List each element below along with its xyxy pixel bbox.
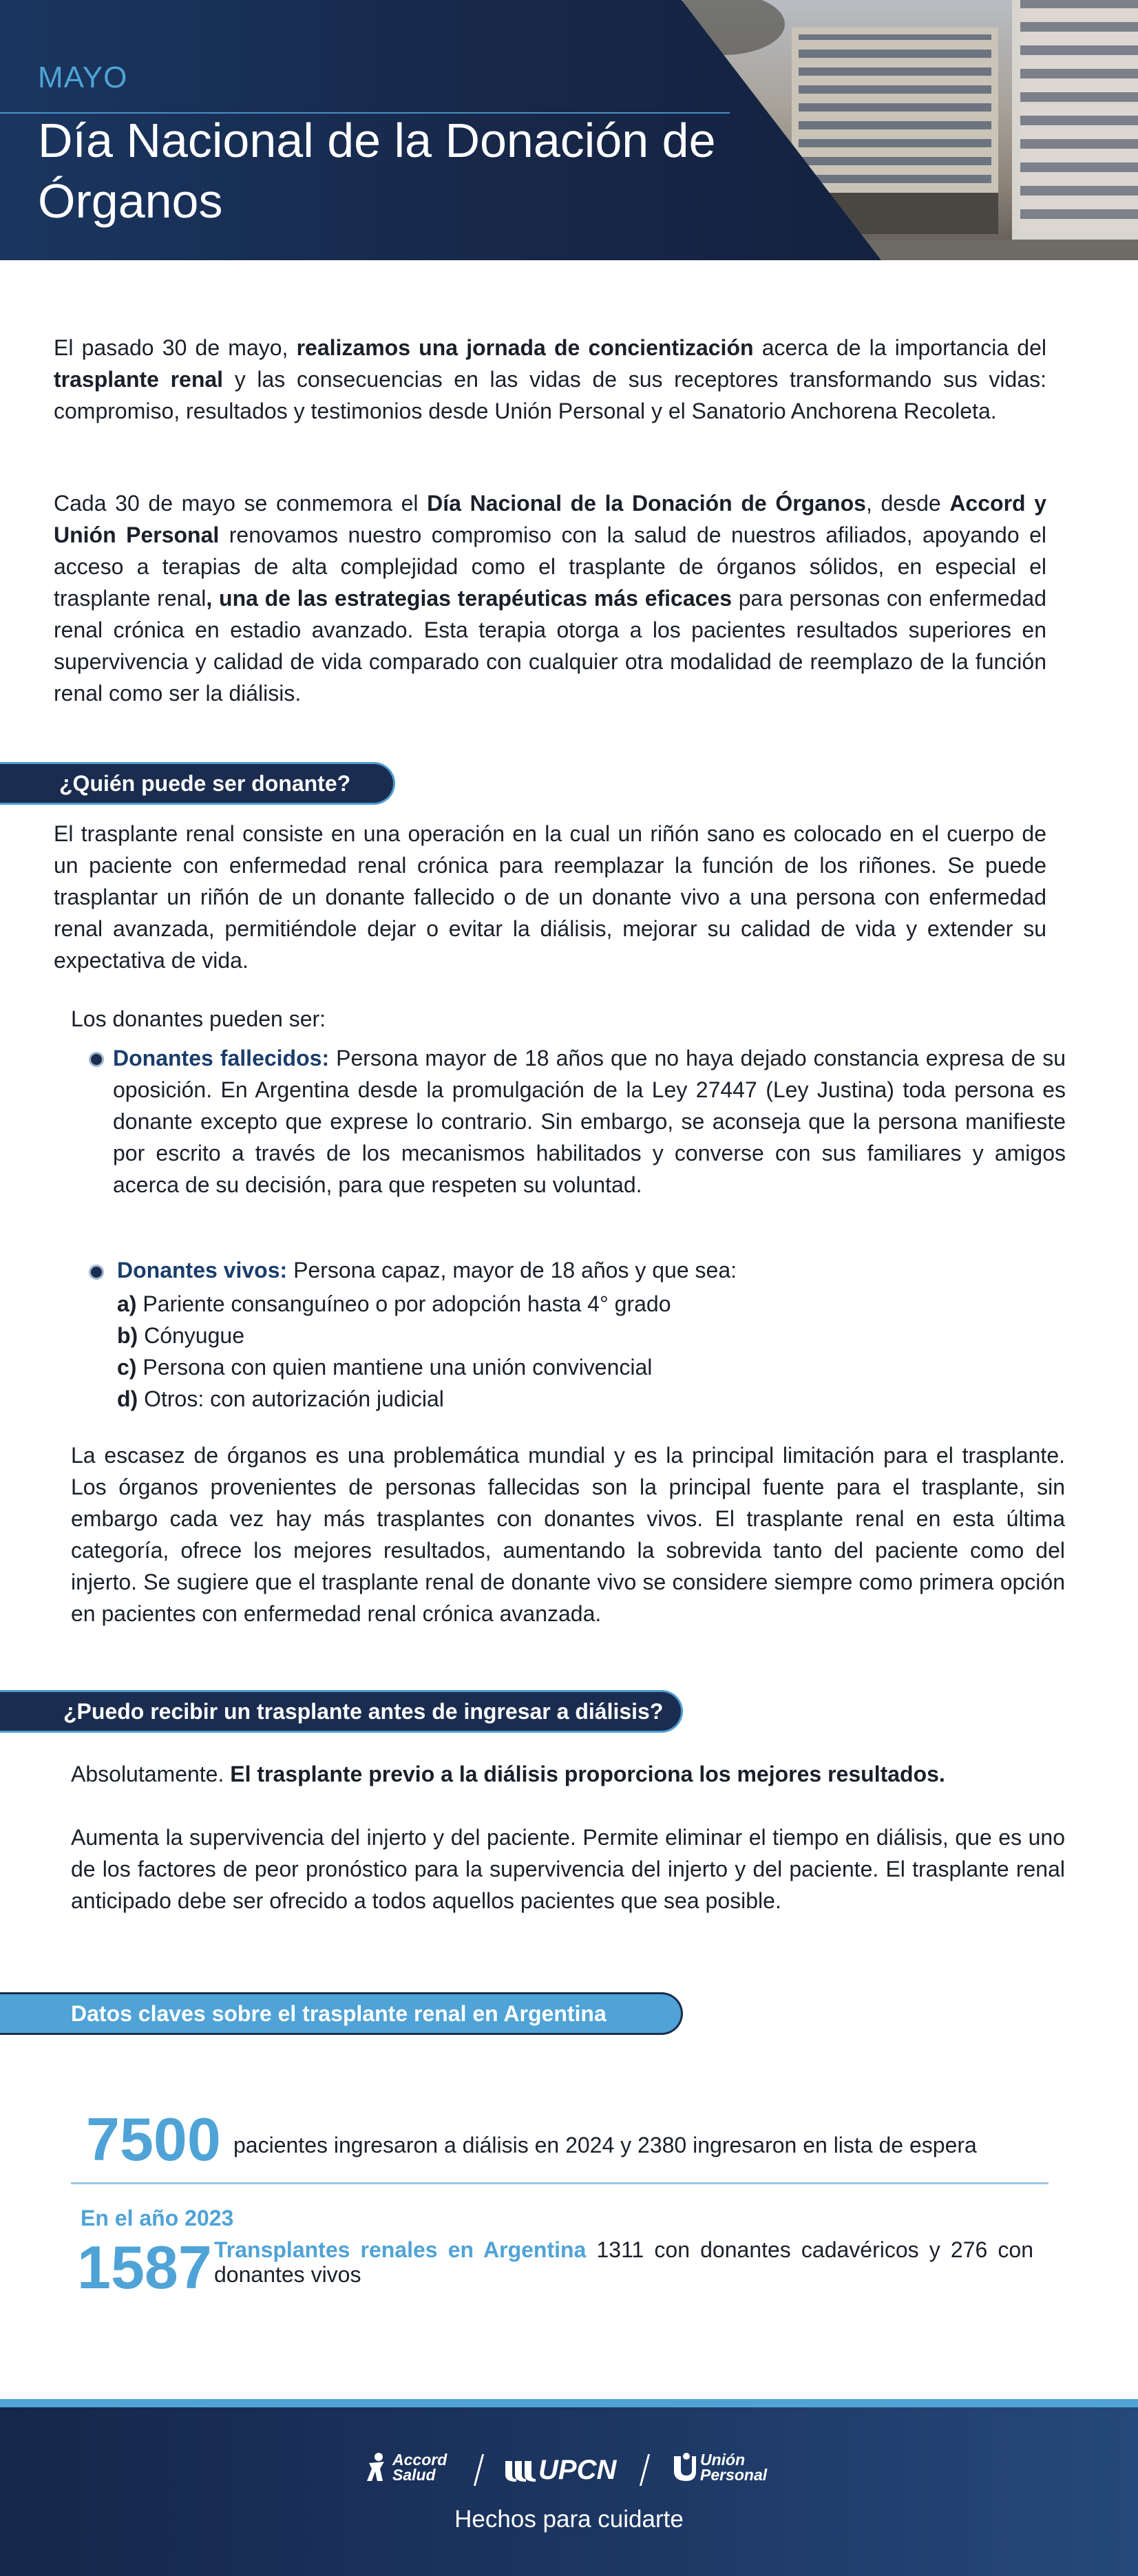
upcn-logo: UPCN — [503, 2455, 616, 2486]
year-label: En el año 2023 — [81, 2206, 234, 2230]
living-donor-option: a) Pariente consanguíneo o por adopción hasta 4° grado — [117, 1291, 671, 1316]
bullet-icon — [89, 1052, 104, 1067]
pre-dialysis-answer: Absolutamente. El trasplante previo a la diálisis proporciona los mejores resultados. — [71, 1762, 945, 1786]
union-personal-logo: Unión Personal — [671, 2452, 767, 2482]
stat-dialysis-text: pacientes ingresaron a diálisis en 2024 y 2380 ingresaron en lista de espera — [233, 2133, 977, 2157]
deceased-donors-item: Donantes fallecidos: Persona mayor de 18 años que no haya dejado constancia expresa de su oposición. En Argentina desde la promulgación de la Ley 27447 (Ley Justina) toda persona es donante excepto que exprese lo contrario. Sin embargo, se aconseja que la persona manifieste por escrito a través de los mecanismos habilitados y converse con sus familiares y amigos acerca de su decisión, para que respeten su voluntad. — [113, 1046, 1066, 1197]
stat-transplant-text: Transplantes renales en Argentina 1311 con donantes cadavéricos y 276 con donantes vivos — [214, 2237, 1034, 2287]
pre-dialysis-body: Aumenta la supervivencia del injerto y del paciente. Permite eliminar el tiempo en diálisis, que es uno de los factores de peor pronóstico para la supervivencia del injerto y del paciente. El trasplante renal anticipado debe ser ofrecido a todos aquellos pacientes que sea posible. — [71, 1825, 1065, 1913]
header-banner — [0, 0, 1138, 260]
page-title: Día Nacional de la Donación de Órganos — [38, 114, 716, 228]
footer-accent-bar — [0, 2399, 1138, 2407]
bullet-icon — [89, 1265, 104, 1280]
accord-salud-logo: Accord Salud — [365, 2452, 447, 2482]
living-donor-option: c) Persona con quien mantiene una unión convivencial — [117, 1355, 653, 1380]
section-heading-pre-dialysis: ¿Puedo recibir un trasplante antes de ingresar a diálisis? — [0, 1690, 683, 1733]
accord-figure-icon — [365, 2452, 388, 2482]
stat-transplant-count: 1587 — [77, 2233, 212, 2301]
upcn-mark-icon — [503, 2457, 537, 2484]
section-heading-donors: ¿Quién puede ser donante? — [0, 762, 395, 805]
intro-paragraph-2: Cada 30 de mayo se conmemora el Día Nacional de la Donación de Órganos, desde Accord y Unión Personal renovamos nuestro compromiso con la salud de nuestros afiliados, apoyando el acceso a terapias de alta complejidad como el trasplante de órganos sólidos, en especial el trasplante renal, una de las estrategias terapéuticas más eficaces para personas con enfermedad renal crónica en estadio avanzado. Esta terapia otorga a los pacientes resultados superiores en supervivencia y calidad de vida comparado con cualquier otra modalidad de reemplazo de la función renal como ser la diálisis. — [54, 491, 1047, 706]
stat-divider — [71, 2182, 1049, 2184]
footer — [0, 2407, 1138, 2576]
living-donor-option: b) Cónyugue — [117, 1323, 244, 1348]
stat-dialysis-count: 7500 — [86, 2105, 221, 2173]
section-heading-key-data: Datos claves sobre el trasplante renal en Argentina — [0, 1992, 683, 2035]
living-donors-item: Donantes vivos: Persona capaz, mayor de 18 años y que sea: — [117, 1258, 737, 1282]
month-label: MAYO — [38, 61, 128, 94]
living-donor-option: d) Otros: con autorización judicial — [117, 1386, 444, 1411]
organ-scarcity-paragraph: La escasez de órganos es una problemática mundial y es la principal limitación para el trasplante. Los órganos provenientes de personas fallecidas son la principal fuente para el trasplante, sin embargo cada vez hay más trasplantes con donantes vivos. El trasplante renal en esta última categoría, ofrece los mejores resultados, aumentando la sobrevida tanto del paciente como del injerto. Se sugiere que el trasplante renal de donante vivo se considere siempre como primera opción en pacientes con enfermedad renal crónica avanzada. — [71, 1443, 1065, 1626]
union-personal-mark-icon — [671, 2452, 696, 2482]
kidney-transplant-description: El trasplante renal consiste en una operación en la cual un riñón sano es colocado en el cuerpo de un paciente con enfermedad renal crónica para reemplazar la función de los riñones. Se puede trasplantar un riñón de un donante fallecido o de un donante vivo a una persona con enfermedad renal avanzada, permitiéndole dejar o evitar la diálisis, mejorar su calidad de vida y extender su expectativa de vida. — [54, 821, 1046, 973]
donors-intro: Los donantes pueden ser: — [71, 1006, 326, 1031]
footer-slogan: Hechos para cuidarte — [454, 2506, 684, 2533]
intro-paragraph-1: El pasado 30 de mayo, realizamos una jornada de concientización acerca de la importancia del trasplante renal y las consecuencias en las vidas de sus receptores transformando sus vidas: compromiso, resultados y testimonios desde Unión Personal y el Sanatorio Anchorena Recoleta. — [54, 335, 1047, 423]
